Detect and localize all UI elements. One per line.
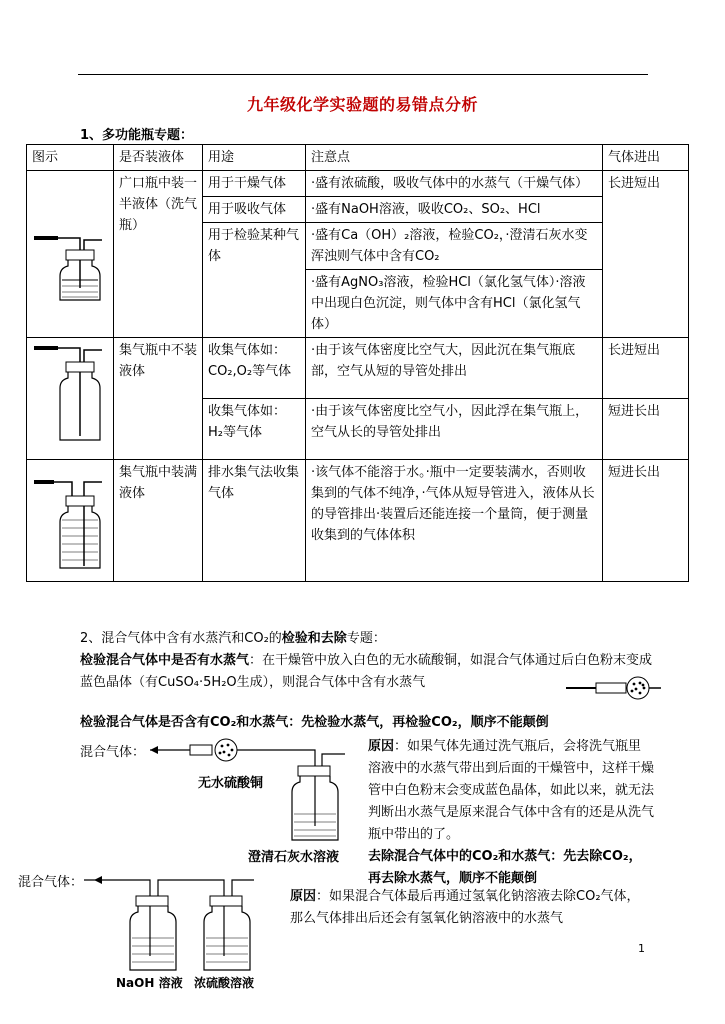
use-cell: 用于检验某种气体 <box>203 223 306 338</box>
inout-cell: 短进长出 <box>603 460 689 582</box>
mix-gas-label-1: 混合气体： <box>80 745 146 760</box>
col-header: 用途 <box>203 145 306 171</box>
liquid-cell: 集气瓶中装满液体 <box>114 460 203 582</box>
note-cell: ·该气体不能溶于水。·瓶中一定要装满水，否则收集到的气体不纯净，·气体从短导管进入，液体从长的导管排出·装置后还能连接一个量筒，便于测量收集到的气体体积 <box>306 460 603 582</box>
use-cell: 排水集气法收集气体 <box>203 460 306 582</box>
col-header: 是否装液体 <box>114 145 203 171</box>
note-cell: ·盛有AgNO₃溶液，检验HCl（氯化氢气体）·溶液中出现白色沉淀，则气体中含有HCl（氯化氢气体） <box>306 270 603 338</box>
use-cell: 用于吸收气体 <box>203 197 306 223</box>
page-title: 九年级化学实验题的易错点分析 <box>246 95 478 114</box>
inout-cell: 长进短出 <box>603 171 689 338</box>
gas-bottle-figure <box>27 338 114 460</box>
paragraph-detect-both: 检验混合气体是否含有CO₂和水蒸气：先检验水蒸气，再检验CO₂，顺序不能颠倒 <box>80 715 549 730</box>
section-2-heading <box>80 628 680 650</box>
cuso4-label: 无水硫酸铜 <box>198 776 264 791</box>
p1-text: ：在干燥管中放入白色的无水硫酸铜，如混合气体通过后白色粉末变成蓝色晶体（有CuSO₄·5H₂O生成），则混合气体中含有水蒸气 <box>80 653 653 690</box>
note-cell: ·由于该气体密度比空气小，因此浮在集气瓶上，空气从长的导管处排出 <box>306 399 603 460</box>
mix-gas-label-2: 混合气体： <box>18 875 84 890</box>
note-cell: ·盛有浓硫酸，吸收气体中的水蒸气（干燥气体） <box>306 171 603 197</box>
h2so4-label: 浓硫酸溶液 <box>194 976 255 990</box>
table-header-row <box>27 145 689 171</box>
reason-2-text: ：如果混合气体最后再通过氢氧化钠溶液去除CO₂气体，那么气体排出后还会有氢氧化钠溶液中的水蒸气 <box>290 889 640 926</box>
col-header: 图示 <box>27 145 114 171</box>
remove-heading: 去除混合气体中的CO₂和水蒸气：先去除CO₂，再去除水蒸气，顺序不能颠倒 <box>368 849 642 886</box>
col-header: 注意点 <box>306 145 603 171</box>
use-cell: 用于干燥气体 <box>203 171 306 197</box>
liquid-cell: 集气瓶中不装液体 <box>114 338 203 460</box>
inout-cell: 短进长出 <box>603 399 689 460</box>
reason-1 <box>368 736 654 846</box>
header-rule <box>78 74 648 75</box>
table-row <box>27 460 689 582</box>
remove-apparatus-figure <box>84 866 284 976</box>
use-cell: 收集气体如：H₂等气体 <box>203 399 306 460</box>
page-number: 1 <box>638 942 645 955</box>
section-2-prefix: 2、混合气体中含有水蒸汽和CO₂的 <box>80 631 282 646</box>
table-row <box>27 171 689 197</box>
col-header: 气体进出 <box>603 145 689 171</box>
reason-1-bold: 原因 <box>368 739 395 754</box>
naoh-label: NaOH 溶液 <box>116 976 183 990</box>
section-1-heading: 1、多功能瓶专题： <box>80 128 194 143</box>
multifunction-bottle-table <box>26 144 689 582</box>
detect-apparatus-figure <box>150 736 370 846</box>
table-row <box>27 338 689 399</box>
drying-tube-figure <box>566 676 661 700</box>
inout-cell: 长进短出 <box>603 338 689 399</box>
reason-2 <box>290 886 650 930</box>
water-bottle-figure <box>27 460 114 582</box>
section-2-bold: 检验和去除 <box>281 631 347 646</box>
limewater-label: 澄清石灰水溶液 <box>248 850 340 865</box>
note-cell: ·盛有NaOH溶液，吸收CO₂、SO₂、HCl <box>306 197 603 223</box>
note-cell: ·盛有Ca（OH）₂溶液，检验CO₂，·澄清石灰水变浑浊则气体中含有CO₂ <box>306 223 603 270</box>
reason-2-bold: 原因 <box>290 889 317 904</box>
wash-bottle-figure <box>27 171 114 338</box>
section-2-suffix: 专题： <box>346 631 386 646</box>
reason-1-text: ：如果气体先通过洗气瓶后，会将洗气瓶里溶液中的水蒸气带出到后面的干燥管中，这样干燥管中白色粉末会变成蓝色晶体，如此以来，就无法判断出水蒸气是原来混合气体中含有的还是从洗气瓶中带出的了。 <box>368 739 655 842</box>
liquid-cell: 广口瓶中装一半液体（洗气瓶） <box>114 171 203 338</box>
note-cell: ·由于该气体密度比空气大，因此沉在集气瓶底部，空气从短的导管处排出 <box>306 338 603 399</box>
use-cell: 收集气体如：CO₂,O₂等气体 <box>203 338 306 399</box>
p1-bold: 检验混合气体中是否有水蒸气 <box>80 653 250 668</box>
